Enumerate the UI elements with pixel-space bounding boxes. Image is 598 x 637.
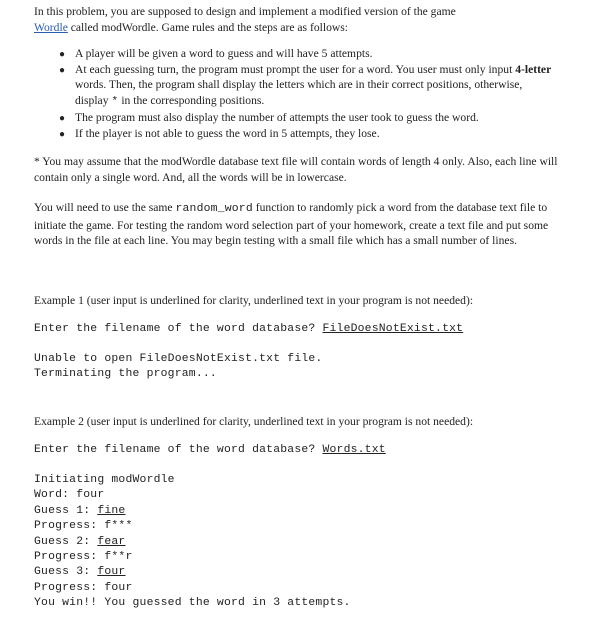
session-line: You win!! You guessed the word in 3 attempts. [34,597,351,610]
random-word-code: random_word [175,203,253,215]
asterisk-code: * [111,95,119,108]
guess-input: four [97,566,126,579]
intro-suffix: called modWordle. Game rules and the steps are as follows: [67,20,348,34]
example1-heading: Example 1 (user input is underlined for clarity, underlined text in your program is not needed): [34,294,474,307]
bullet-icon: ● [59,113,66,124]
example1-prompt-line: Enter the filename of the word database? FileDoesNotExist.txt [34,323,464,335]
session-line: Progress: four [34,581,133,594]
intro-prefix: In this problem, you are supposed to design and implement a modified version of the game [34,5,456,18]
random-word-paragraph: You will need to use the same random_word function to randomly pick a word from the database text file to initiate the game. For testing the random word selection part of your homework, create a text file and put some words in the file at each line. You may begin testing with a small file which has a small number of lines. [34,201,549,247]
bold-4-letter: 4-letter [515,62,552,76]
session-line: Progress: f**r [34,551,133,564]
bullet-icon: ● [59,64,66,76]
session-line: Guess 2: [34,535,98,548]
bullet-icon: ● [59,128,66,140]
example2-user-input: Words.txt [322,444,386,456]
session-line: Initiating modWordle [34,474,175,486]
rule-item: ● The program must also display the number of attempts the user took to guess the word. [44,110,554,126]
example1-output-line: Unable to open FileDoesNotExist.txt file. [34,353,323,365]
session-line: Guess 1: [34,504,98,517]
rule-item: ● If the player is not able to guess the word in 5 attempts, they lose. [44,126,554,142]
example1-output-line: Terminating the program... [34,368,217,381]
example2-heading: Example 2 (user input is underlined for clarity, underlined text in your program is not needed): [34,415,474,428]
session-line: Guess 3: [34,566,98,579]
rules-list [44,46,554,141]
guess-input: fine [97,504,126,517]
example1-user-input: FileDoesNotExist.txt [322,323,464,335]
note-paragraph: * You may assume that the modWordle database text file will contain words of length 4 only. Also, each line will contain only a single word. And, all the words will be in lowercase. [34,155,558,184]
wordle-link[interactable]: Wordle [34,20,68,34]
example1-output [34,352,322,383]
example2-session [34,473,351,612]
guess-input: fear [97,535,126,548]
intro-paragraph [34,4,562,35]
bullet-icon: ● [59,49,66,60]
rule-item: ● A player will be given a word to guess and will have 5 attempts. [44,46,554,62]
session-line: Progress: f*** [34,520,133,533]
rule-item: ● At each guessing turn, the program must prompt the user for a word. You user must only input 4-letter words. Then, the program shall display the letters which are in their correct positions, otherwise, display * in the corresponding positions. [59,62,552,108]
example2-prompt-line: Enter the filename of the word database? Words.txt [34,444,386,456]
session-line: Word: four [34,489,105,502]
